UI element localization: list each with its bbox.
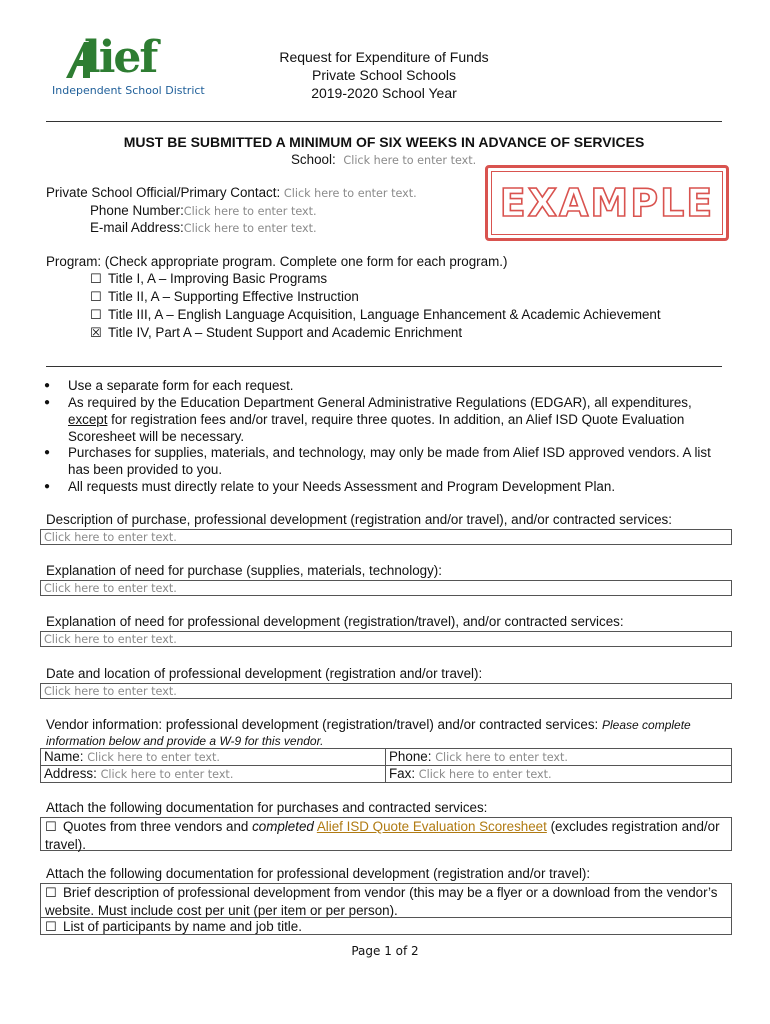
program-option-title-1[interactable] xyxy=(90,271,327,287)
checkbox-unchecked-icon[interactable]: ☐ xyxy=(90,308,102,323)
phone-input[interactable]: Click here to enter text. xyxy=(183,205,317,218)
vendor-name-label: Name: xyxy=(44,749,84,764)
example-stamp-text: EXAMPLE xyxy=(491,171,723,235)
attach-purchases-intro: Attach the following documentation for purchases and contracted services: xyxy=(46,800,488,815)
need-purchase-label: Explanation of need for purchase (supplies, materials, technology): xyxy=(46,563,442,578)
vendor-fax-label: Fax: xyxy=(389,766,416,781)
description-input[interactable]: Click here to enter text. xyxy=(40,529,732,545)
school-label: School: xyxy=(291,152,336,167)
vendor-fax-cell xyxy=(386,765,732,783)
email-input[interactable]: Click here to enter text. xyxy=(183,222,317,235)
vendor-address-label: Address: xyxy=(44,766,97,781)
bullet-icon: ● xyxy=(44,380,51,391)
program-option-title-3[interactable] xyxy=(90,307,661,323)
completed-text: completed xyxy=(252,819,314,834)
program-option-label: Title IV, Part A – Student Support and Academic Enrichment xyxy=(108,325,463,340)
quote-scoresheet-link[interactable]: Alief ISD Quote Evaluation Scoresheet xyxy=(316,819,547,834)
description-label: Description of purchase, professional development (registration and/or travel), and/or contracted services: xyxy=(46,512,672,527)
program-option-title-4[interactable] xyxy=(90,325,462,341)
program-option-label: Title II, A – Supporting Effective Instruction xyxy=(108,289,359,304)
checkbox-unchecked-icon[interactable]: ☐ xyxy=(45,886,57,901)
bullet-icon: ● xyxy=(44,397,51,408)
email-label: E-mail Address: xyxy=(90,220,184,235)
phone-field xyxy=(90,203,317,218)
vendor-intro xyxy=(46,717,726,749)
participants-text: List of participants by name and job title. xyxy=(63,919,302,934)
checkbox-unchecked-icon[interactable]: ☐ xyxy=(90,272,102,287)
program-intro: Program: (Check appropriate program. Complete one form for each program.) xyxy=(46,254,508,269)
school-field xyxy=(291,152,476,167)
checkbox-checked-icon[interactable]: ☒ xyxy=(90,326,102,341)
phone-label: Phone Number: xyxy=(90,203,184,218)
instruction-3: Purchases for supplies, materials, and technology, may only be made from Alief ISD approved vendors. A list has been provided to you. xyxy=(68,445,711,477)
header-divider xyxy=(46,121,722,122)
vendor-intro-text: Vendor information: professional development (registration/travel) and/or contracted services: xyxy=(46,717,599,732)
program-option-label: Title I, A – Improving Basic Programs xyxy=(108,271,328,286)
example-stamp xyxy=(485,165,729,241)
contact-label: Private School Official/Primary Contact: xyxy=(46,185,281,200)
instruction-2-except: except xyxy=(68,412,108,427)
instruction-2-text: As required by the Education Department General Administrative Regulations (EDGAR), all expenditures, xyxy=(68,395,692,410)
need-pd-input[interactable]: Click here to enter text. xyxy=(40,631,732,647)
submission-notice: MUST BE SUBMITTED A MINIMUM OF SIX WEEKS IN ADVANCE OF SERVICES xyxy=(123,134,645,150)
district-logo xyxy=(52,32,205,102)
pd-description-text: Brief description of professional development from vendor (this may be a flyer or a download from the vendor’s website. Must include cost per unit (per item or per person). xyxy=(45,885,718,918)
vendor-phone-label: Phone: xyxy=(389,749,432,764)
vendor-fax-input[interactable]: Click here to enter text. xyxy=(418,768,552,781)
attach-pd-intro: Attach the following documentation for professional development (registration and/or travel): xyxy=(46,866,591,881)
attach-purchases-box xyxy=(40,817,732,851)
attach-pd-box-1 xyxy=(40,883,732,917)
instruction-4: All requests must directly relate to your Needs Assessment and Program Development Plan. xyxy=(68,479,616,494)
form-subtitle: Private School Schools xyxy=(312,67,456,83)
logo-subtitle: Independent School District xyxy=(52,84,205,97)
checkbox-unchecked-icon[interactable]: ☐ xyxy=(45,920,57,935)
contact-input[interactable]: Click here to enter text. xyxy=(283,187,417,200)
instruction-2-rest: for registration fees and/or travel, require three quotes. In addition, an Alief ISD Quote Evaluation Scoresheet will be necessary. xyxy=(68,412,685,444)
school-year: 2019-2020 School Year xyxy=(311,85,457,101)
vendor-phone-cell xyxy=(386,748,732,765)
vendor-phone-input[interactable]: Click here to enter text. xyxy=(435,751,568,764)
contact-field xyxy=(46,185,417,200)
instruction-2 xyxy=(68,394,728,445)
program-option-label: Title III, A – English Language Acquisition, Language Enhancement & Academic Achievement xyxy=(108,307,661,322)
date-location-input[interactable]: Click here to enter text. xyxy=(40,683,732,699)
vendor-address-cell xyxy=(40,765,386,783)
page-number: Page 1 of 2 xyxy=(351,944,419,958)
vendor-name-input[interactable]: Click here to enter text. xyxy=(87,751,220,764)
form-header xyxy=(194,48,574,102)
date-location-label: Date and location of professional development (registration and/or travel): xyxy=(46,666,483,681)
vendor-address-input[interactable]: Click here to enter text. xyxy=(100,768,234,781)
vendor-note: Please complete information below and provide a W-9 for this vendor. xyxy=(46,718,691,748)
program-divider xyxy=(46,366,722,367)
need-pd-label: Explanation of need for professional development (registration/travel), and/or contracted services: xyxy=(46,614,624,629)
email-field xyxy=(90,220,317,235)
logo-wordmark: lief xyxy=(84,32,157,83)
quotes-exclusion-text: (excludes registration and/or travel). xyxy=(45,819,720,852)
instruction-1: Use a separate form for each request. xyxy=(68,378,294,393)
form-title: Request for Expenditure of Funds xyxy=(279,49,489,65)
checkbox-unchecked-icon[interactable]: ☐ xyxy=(45,820,57,835)
attach-pd-box-2 xyxy=(40,917,732,935)
school-input[interactable]: Click here to enter text. xyxy=(343,154,477,167)
need-purchase-input[interactable]: Click here to enter text. xyxy=(40,580,732,596)
program-option-title-2[interactable] xyxy=(90,289,359,305)
bullet-icon: ● xyxy=(44,447,51,458)
bullet-icon: ● xyxy=(44,481,51,492)
quotes-text: Quotes from three vendors and xyxy=(63,819,253,834)
vendor-name-cell xyxy=(40,748,386,765)
checkbox-unchecked-icon[interactable]: ☐ xyxy=(90,290,102,305)
